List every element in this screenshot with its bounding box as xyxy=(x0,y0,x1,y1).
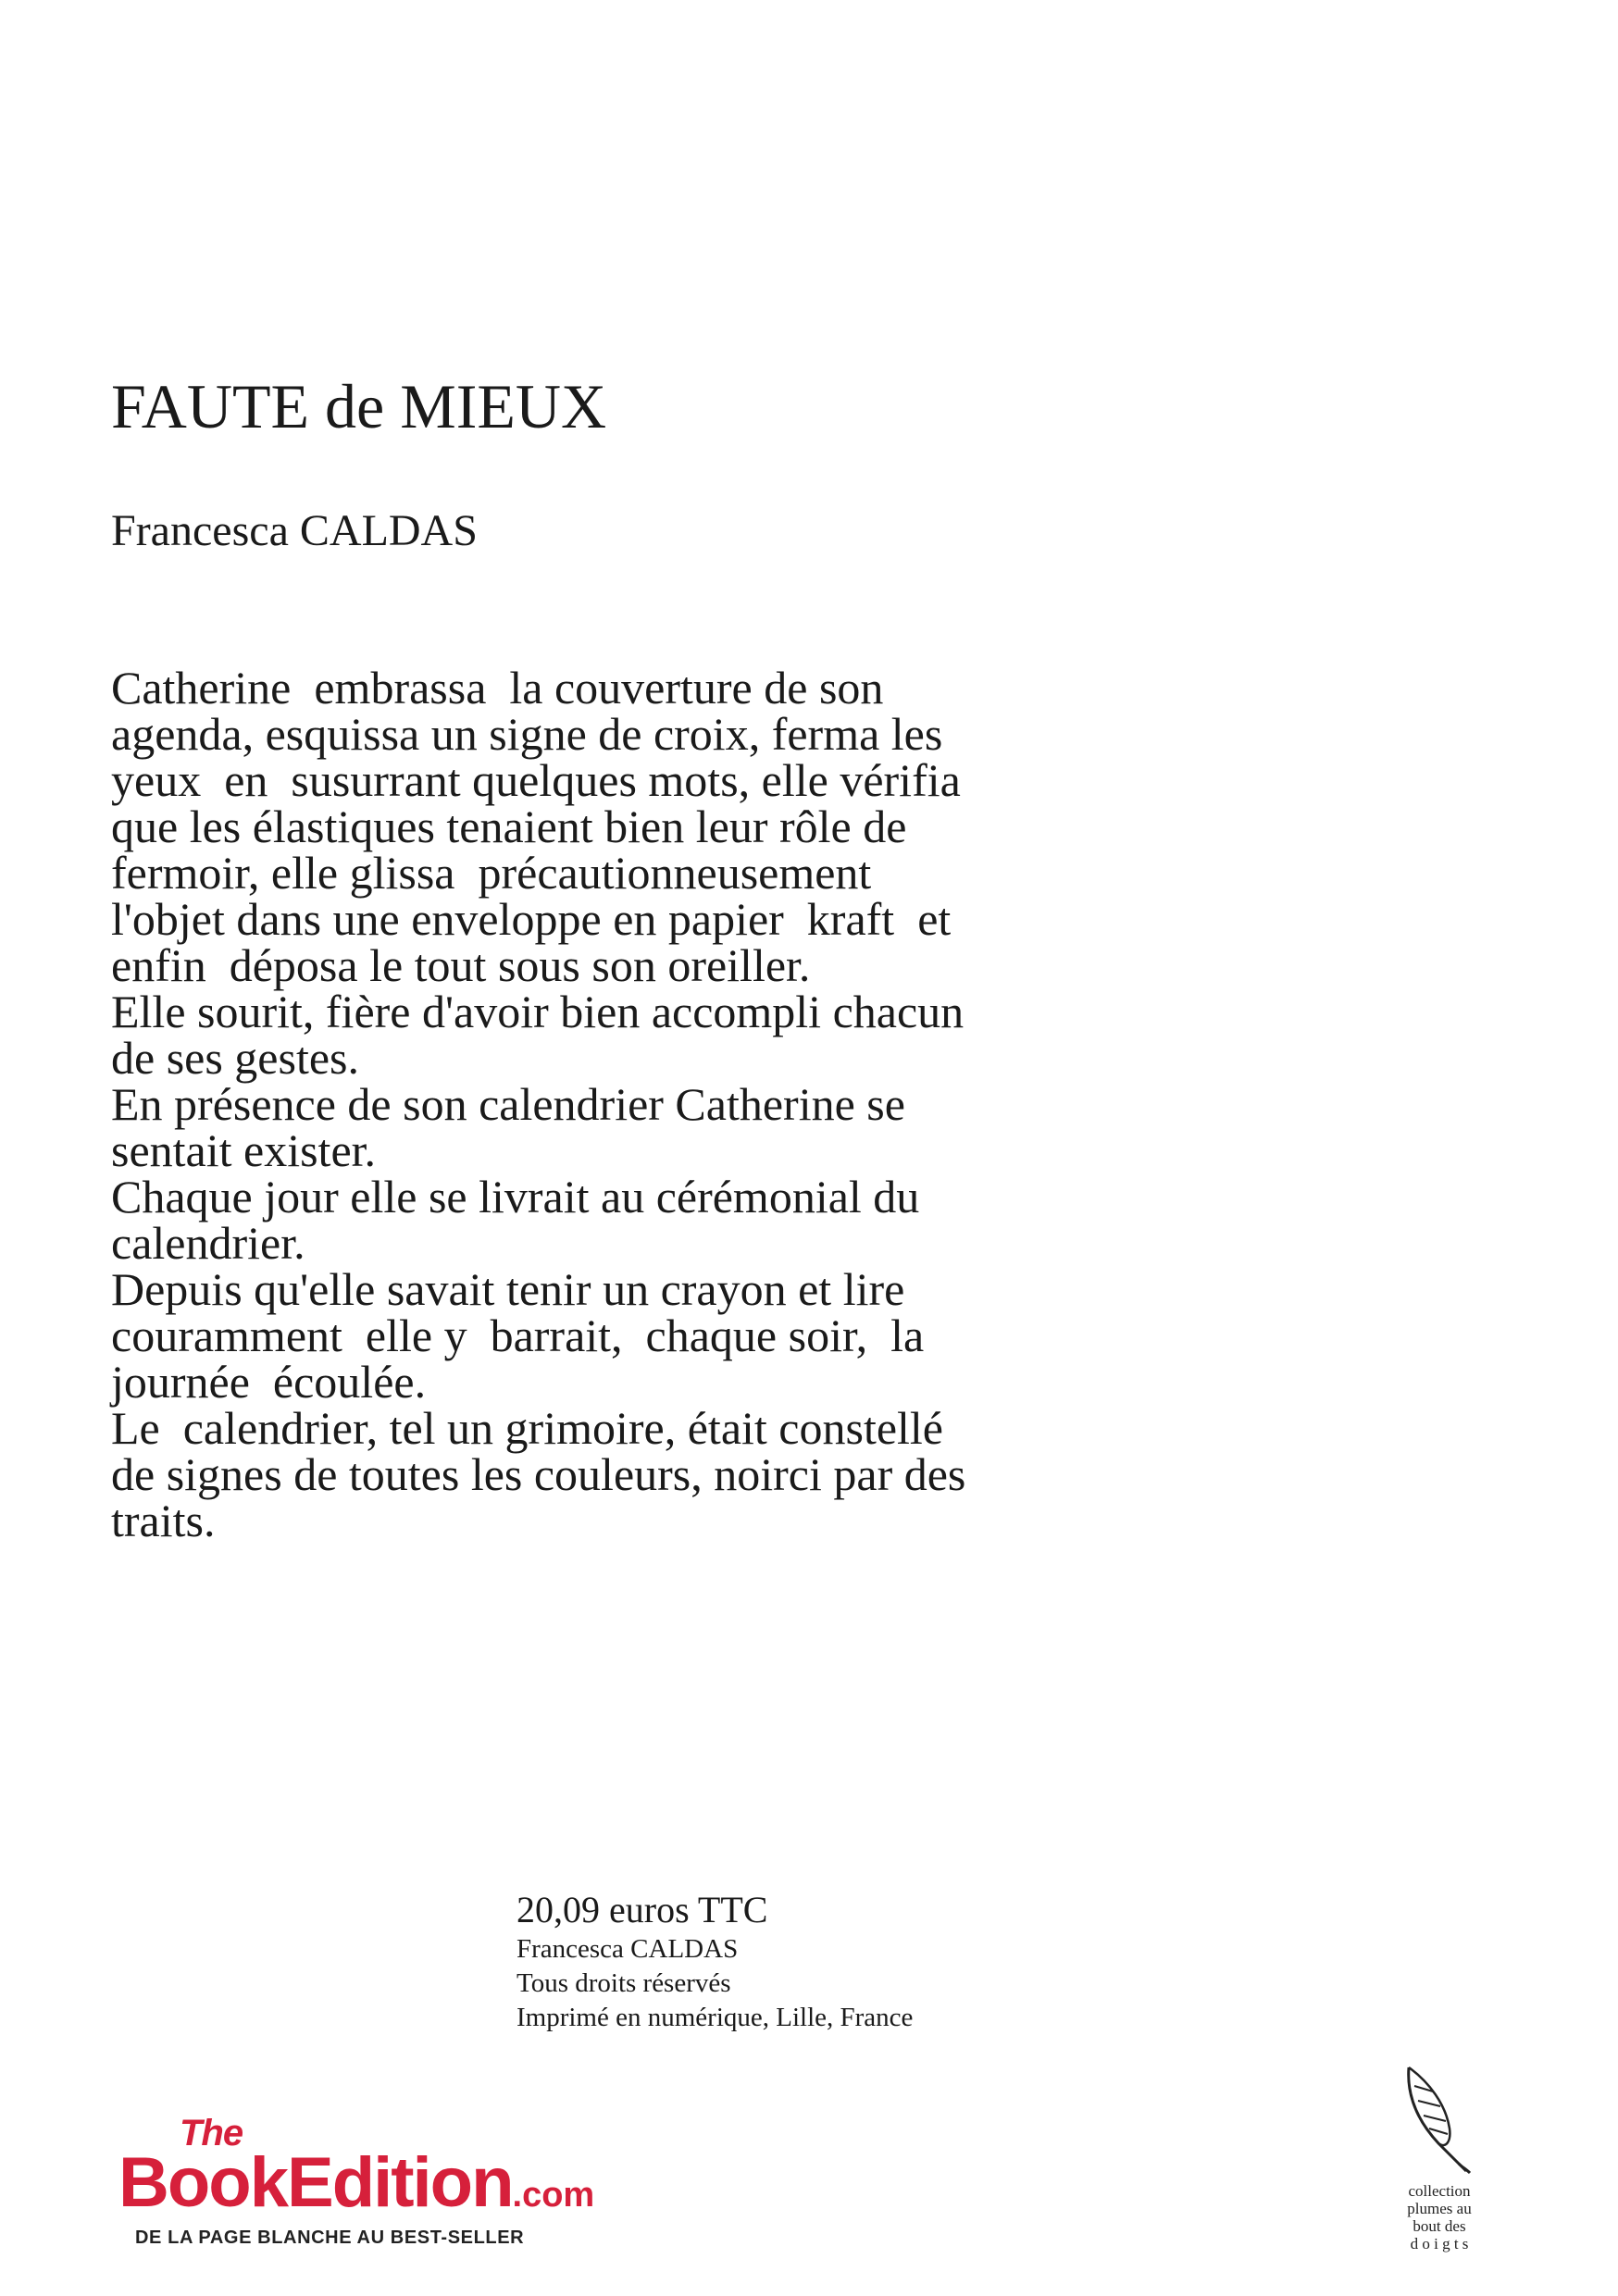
excerpt-line: sentait exister. xyxy=(111,1124,377,1176)
excerpt-line: calendrier. xyxy=(111,1217,305,1269)
rights-notice: Tous droits réservés xyxy=(517,1968,731,1998)
logo-the: The xyxy=(180,2113,243,2153)
excerpt-line: En présence de son calendrier Catherine se xyxy=(111,1078,905,1130)
logo-domain: .com xyxy=(512,2176,595,2215)
excerpt-line: journée écoulée. xyxy=(111,1356,427,1408)
excerpt-text xyxy=(111,664,1259,1544)
collection-line: collection xyxy=(1408,2182,1471,2200)
excerpt-line: yeux en susurrant quelques mots, elle vérifia xyxy=(111,754,961,806)
excerpt-line: de ses gestes. xyxy=(111,1032,359,1084)
excerpt-line: de signes de toutes les couleurs, noirci par des xyxy=(111,1448,966,1500)
excerpt-line: traits. xyxy=(111,1495,216,1546)
excerpt-line: que les élastiques tenaient bien leur rôle de xyxy=(111,800,907,852)
excerpt-line: Elle sourit, fière d'avoir bien accompli chacun xyxy=(111,986,965,1037)
colophon xyxy=(517,1888,913,2035)
feather-icon xyxy=(1401,2064,1475,2175)
excerpt-line: couramment elle y barrait, chaque soir, la xyxy=(111,1309,925,1361)
excerpt-line: enfin déposa le tout sous son oreiller. xyxy=(111,939,811,991)
collection-mark xyxy=(1388,2064,1490,2253)
excerpt-line: Le calendrier, tel un grimoire, était constellé xyxy=(111,1402,943,1454)
collection-line: plumes au xyxy=(1407,2200,1472,2217)
logo-tagline: DE LA PAGE BLANCHE AU BEST-SELLER xyxy=(135,2228,525,2248)
book-author: Francesca CALDAS xyxy=(111,506,478,555)
bookedition-logo xyxy=(118,2115,674,2263)
collection-label xyxy=(1388,2182,1490,2253)
collection-line: bout des xyxy=(1413,2217,1466,2235)
collection-line: d o i g t s xyxy=(1410,2235,1469,2253)
print-info: Imprimé en numérique, Lille, France xyxy=(517,2003,914,2032)
excerpt-line: agenda, esquissa un signe de croix, ferma les xyxy=(111,708,943,760)
book-title: FAUTE de MIEUX xyxy=(111,371,607,441)
excerpt-line: Chaque jour elle se livrait au cérémonial du xyxy=(111,1171,920,1222)
logo-wordmark xyxy=(118,2143,595,2222)
price: 20,09 euros TTC xyxy=(517,1889,768,1930)
excerpt-line: Depuis qu'elle savait tenir un crayon et lire xyxy=(111,1263,905,1315)
logo-name: BookEdition xyxy=(118,2143,513,2222)
excerpt-line: fermoir, elle glissa précautionneusement xyxy=(111,847,872,899)
excerpt-line: Catherine embrassa la couverture de son xyxy=(111,662,884,714)
excerpt-line: l'objet dans une enveloppe en papier kraft et xyxy=(111,893,952,945)
colophon-author: Francesca CALDAS xyxy=(517,1934,739,1964)
